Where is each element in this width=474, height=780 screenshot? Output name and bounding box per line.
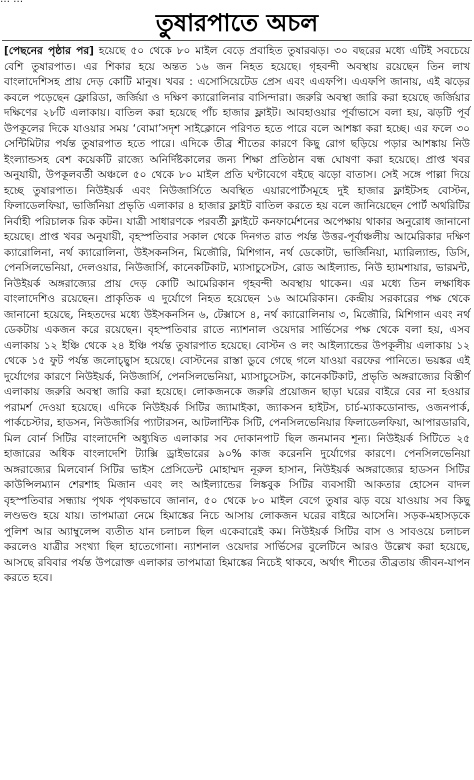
headline-divider — [2, 40, 472, 41]
continued-marker: [পেছনের পৃষ্ঠার পর] — [4, 45, 94, 57]
cut-off-previous-line — [0, 0, 474, 6]
article-text: হয়েছে ৫০ থেকে ৮০ মাইল বেড়ে প্রবাহিত তুষারঝড়। ৩০ বছরের মধ্যে এটিই সবচেয়ে বেশি তুষারপাত। এর শিকার হয়ে অন্তত ১৬ জন নিহত হয়েছে। গৃহবন্দী অবস্থায় রয়েছেন তিন লাখ বাংলাদেশিসহ প্রায় দেড় কোটি মানুষ। খবর : এসোসিয়েটেড প্রেস এবং এএফপি। এএফপি জানায়, এই ঝড়ের কবলে পড়েছেন ফ্লোরিডা, জর্জিয়া ও দক্ষিণ ক্যারোলিনার বাসিন্দারা। জরুরি অবস্থা জারি করা হয়েছে জর্জিয়ার দক্ষিণের ২৮টি এলাকায়। বাতিল করা হয়েছে পাঁচ হাজার ফ্লাইট। আবহাওয়ার পূর্বাভাসে বলা হয়, ঝড়টি পূর্ব উপকূলের দিকে যাওয়ার সময় ‘বোমা’সদৃশ সাইক্লোনে পরিণত হতে পারে বলে আশঙ্কা করা হচ্ছে। এর ফলে ৩০ সেন্টিমিটার পর্যন্ত তুষারপাত হতে পারে। এদিকে তীব্র শীতের কারণে কিছু রোগ ছড়িয়ে পড়ার আশঙ্কায় নিউ ইংল্যান্ডসহ বেশ কয়েকটি রাজ্যে অনির্দিষ্টকালের জন্য শিক্ষা প্রতিষ্ঠান বন্ধ ঘোষণা করা হয়েছে। প্রাপ্ত খবর অনুযায়ী, উপকূলবর্তী অঞ্চলে ৫০ থেকে ৮০ মাইল প্রতি ঘণ্টাবেগে বইছে ঝড়ো বাতাস। সেই সঙ্গে পাল্লা দিয়ে হচ্ছে তুষারপাত। নিউইয়র্ক এবং নিউজার্সিতে অবস্থিত এয়ারপোর্টসমূহে দুই হাজার ফ্লাইটসহ বোস্টন, ফিলাডেলফিয়া, ভার্জিনিয়া প্রভৃতি এলাকার ৪ হাজার ফ্লাইট বাতিল করতে হয় বলে জানিয়েছেন পোর্ট অথরিটির নির্বাহী পরিচালক রিক কটন। যাত্রী সাধারণকে পরবর্তী ফ্লাইটে কনফার্মেশনের অপেক্ষায় থাকার অনুরোধ জানানো হয়েছে। প্রাপ্ত খবর অনুযায়ী, বৃহস্পতিবার সকাল থেকে দিনগত রাত পর্যন্ত উত্তর-পূর্বাঞ্চলীয় আমেরিকার দক্ষিণ ক্যারোলিনা, নর্থ ক্যারোলিনা, উইসকনসিন, মিজৌরি, মিশিগান, নর্থ ডেকোটা, ভার্জিনিয়া, ম্যারিল্যান্ড, ডিসি, পেনসিলভেনিয়া, দেলওয়ার, নিউজার্সি, কানেকটিকাট, ম্যাসাচুসেটস, রোড আইল্যান্ড, নিউ হ্যামশায়ার, ভারমন্ট, নিউইয়র্ক অঙ্গরাজ্যের প্রায় দেড় কোটি আমেরিকান গৃহবন্দী অবস্থায় থাকেন। এর মধ্যে তিন লক্ষাধিক বাংলাদেশিও রয়েছেন। প্রাকৃতিক এ দুর্যোগে নিহত হয়েছেন ১৬ আমেরিকান। কেন্দ্রীয় সরকারের পক্ষ থেকে জানানো হয়েছে, নিহতদের মধ্যে উইসকনসিন ৬, টেক্সাসে ৪, নর্থ ক্যারোলিনায় ৩, মিজৌরি, মিশিগান এবং নর্থ ডেকটায় একজন করে রয়েছেন। বৃহস্পতিবার রাতে ন্যাশনাল ওয়েদার সার্ভিসের পক্ষ থেকে বলা হয়, এসব এলাকায় ১২ ইঞ্চি থেকে ২৪ ইঞ্চি পর্যন্ত তুষারপাত হয়েছে। বোস্টন ও লং আইল্যান্ডের উপকূলীয় এলাকায় ১২ থেকে ১৫ ফুট পর্যন্ত জলোচ্ছ্বাস হয়েছে। বোস্টনের রাস্তা ডুবে গেছে গলে যাওয়া বরফের পানিতে। ভয়ঙ্কর এই দুর্যোগের কারণে নিউইয়র্ক, নিউজার্সি, পেনসিলভেনিয়া, ম্যাসাচুসেটস, কানেকটিকাট, প্রভৃতি অঙ্গরাজ্যের বিস্তীর্ণ এলাকায় জরুরি অবস্থা জারি করা হয়েছে। লোকজনকে জরুরি প্রয়োজন ছাড়া ঘরের বাইরে বের না হওয়ার পরামর্শ দেওয়া হয়েছে। এদিকে নিউইয়র্ক সিটির জ্যামাইকা, জ্যাকসন হাইটস, চার্চ-ম্যাকডোনাল্ড, ওজনপার্ক, পার্কচেস্টার, হাডসন, নিউজার্সির প্যাটারসন, আটলান্টিক সিটি, পেনসিলভেনিয়ার ফিলাডেলফিয়া, আপারডারবি, মিল বোর্ন সিটির বাংলাদেশি অধ্যুষিত এলাকার সব দোকানপাট ছিল জনমানব শূন্য। নিউইয়র্ক সিটিতে ২৫ হাজারের অধিক বাংলাদেশি ট্যাক্সি ড্রাইভারের ৯০% কাজ করেননি দুর্যোগের কারণে। পেনসিলভেনিয়া অঙ্গরাজ্যের মিলবোর্ন সিটির ভাইস প্রেসিডেন্ট মোহাম্মদ নূরুল হাসান, নিউইয়র্ক অঙ্গরাজ্যের হাডসন সিটির কাউন্সিলম্যান শেরশাহ মিজান এবং লং আইল্যান্ডের লিঙ্কবুক সিটির ব্যবসায়ী আকতার হোসেন বাদল বৃহস্পতিবার সন্ধ্যায় পৃথক পৃথকভাবে জানান, ৫০ থেকে ৮০ মাইল বেগে তুষার ঝড় বয়ে যাওয়ায় সব কিছু লণ্ডভণ্ড হয়ে যায়। তাপমাত্রা নেমে হিমাঙ্কের নিচে আসায় লোকজন ঘরের বাইরে আসেনি। সড়ক-মহাসড়কে পুলিশ আর অ্যাম্বুলেন্স ব্যতীত যান চলাচল ছিল একেবারেই কম। নিউইয়র্ক সিটির বাস ও সাবওয়ে চলাচল করলেও যাত্রীর সংখ্যা ছিল হাতেগোনা। ন্যাশনাল ওয়েদার সার্ভিসের বুলেটিনে আরও উল্লেখ করা হয়েছে, আসছে রবিবার পর্যন্ত উপরোক্ত এলাকার তাপমাত্রা হিমাঙ্কের নিচেই থাকবে, অর্থাৎ শীতের তীব্রতায় জীবন-যাপন করতে হবে। — [4, 45, 470, 584]
article-headline: তুষারপাতে অচল — [155, 8, 319, 37]
article-body — [4, 44, 470, 778]
